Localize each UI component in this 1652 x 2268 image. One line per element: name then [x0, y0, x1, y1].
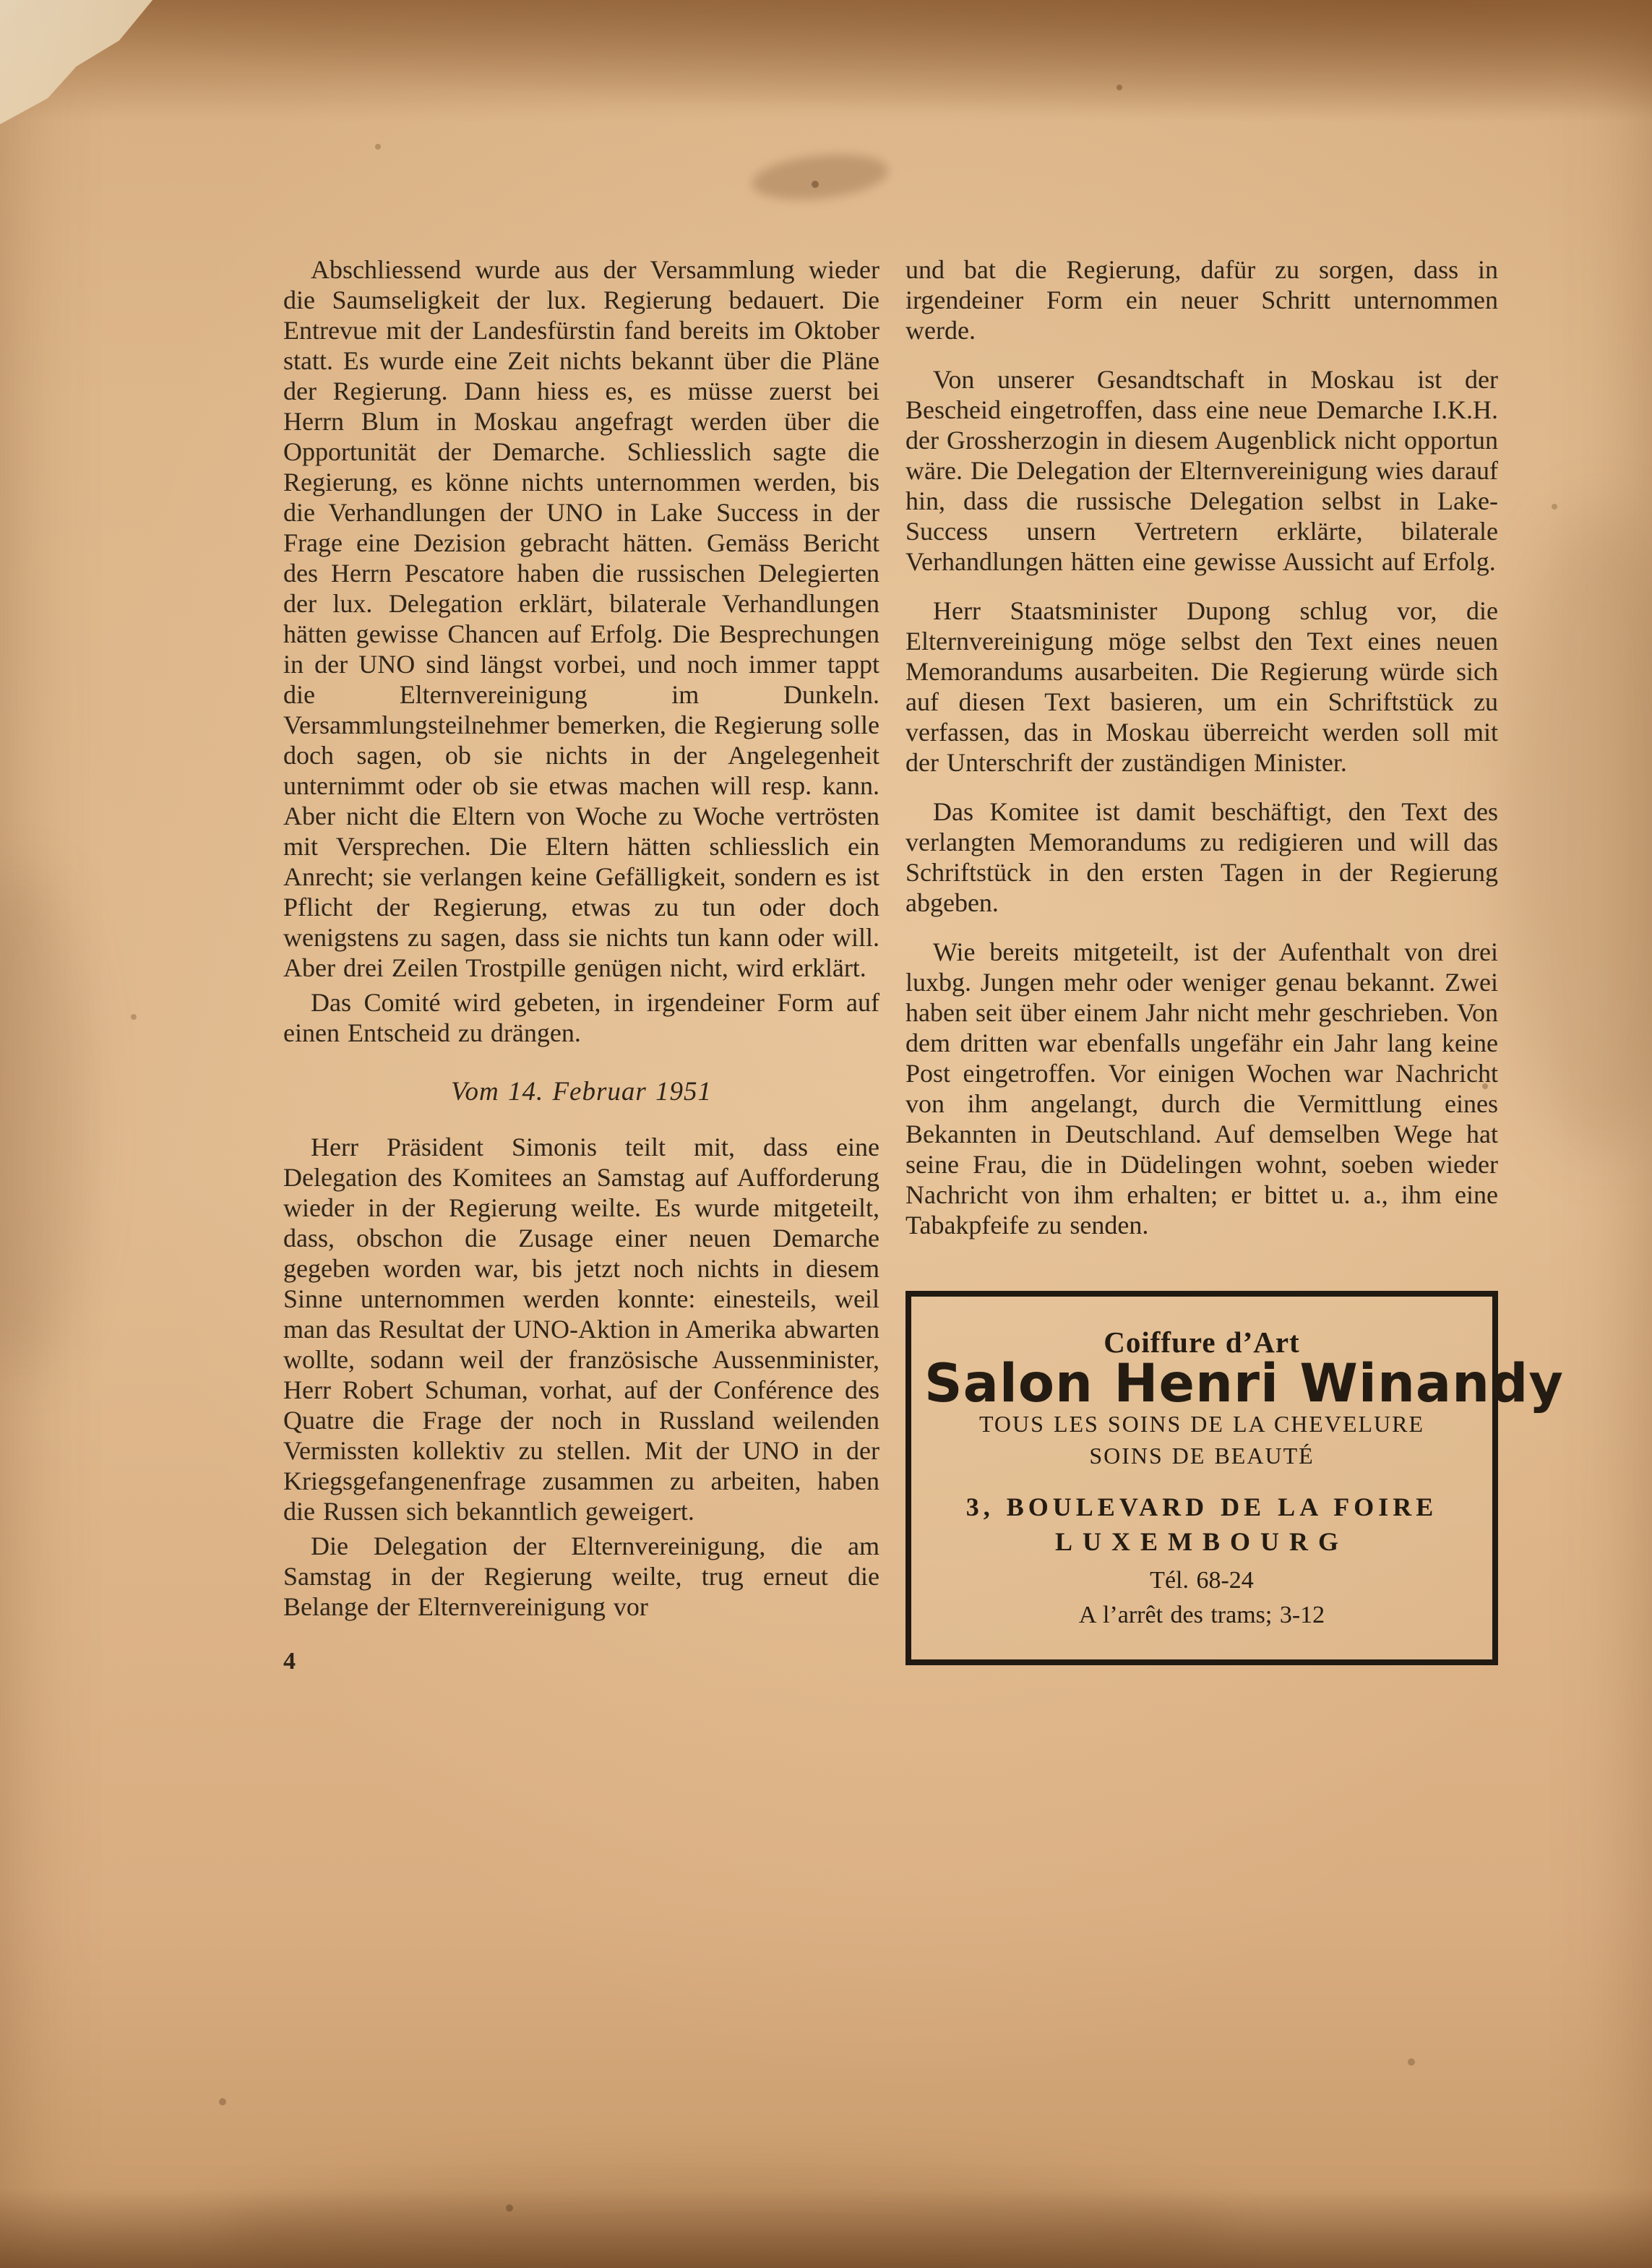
paragraph: und bat die Regierung, dafür zu sorgen, dass in irgendeiner Form ein neuer Schritt unternommen werde.: [905, 255, 1498, 345]
paragraph: Die Delegation der Elternvereinigung, die am Samstag in der Regierung weilte, trug erneut die Belange der Elternvereinigung vor: [283, 1532, 879, 1621]
paragraph: Das Komitee ist damit beschäftigt, den Text des verlangten Memorandums zu redigieren und will das Schriftstück in den ersten Tagen in der Regierung abgeben.: [905, 797, 1498, 917]
ad-tram-note: A l’arrêt des trams; 3-12: [1078, 1602, 1325, 1628]
date-heading: Vom 14. Februar 1951: [450, 1077, 713, 1107]
right-column: [905, 254, 1564, 1677]
left-column: [283, 254, 879, 1677]
advertisement-salon-winandy: [905, 1291, 1564, 1665]
ad-services-line-1: TOUS LES SOINS DE LA CHEVELURE: [978, 1411, 1425, 1437]
paragraph: Wie bereits mitgeteilt, ist der Aufenthalt von drei luxbg. Jungen mehr oder weniger genau bekannt. Zwei haben seit über einem Jahr nicht mehr geschrieben. Von dem dritten war ebenfalls ungefähr ein Jahr lang keine Post eingetroffen. Vor einigen Wochen war Nachricht von ihm angelangt, durch die Vermittlung eines Bekannten in Deutschland. Auf demselben Wege hat seine Frau, die in Düdelingen wohnt, soeben wieder Nachricht von ihm erhalten; er bittet u. a., ihm eine Tabakpfeife zu senden.: [905, 937, 1498, 1240]
ad-business-name: Salon Henri Winandy: [924, 1353, 1564, 1414]
ad-services-line-2: SOINS DE BEAUTÉ: [1089, 1443, 1315, 1469]
paragraph: Abschliessend wurde aus der Versammlung wieder die Saumseligkeit der lux. Regierung bedauert. Die Entrevue mit der Landesfürstin fand bereits im Oktober statt. Es wurde eine Zeit nichts bekannt über die Pläne der Regierung. Dann hiess es, es müsse zuerst bei Herrn Blum in Moskau angefragt werden über die Opportunität der Demarche. Schliesslich sagte die Regierung, es könne nichts unternommen werden, bis die Verhandlungen der UNO in Lake Success in der Frage eine Dezision gebracht hätten. Gemäss Bericht des Herrn Pescatore haben die russischen Delegierten der lux. Delegation erklärt, bilaterale Verhandlungen hätten gewisse Chancen auf Erfolg. Die Besprechungen in der UNO sind längst vorbei, und noch immer tappt die Elternvereinigung im Dunkeln. Versammlungsteilnehmer bemerken, die Regierung solle doch sagen, ob sie nichts in der Angelegenheit unternimmt oder ob sie etwas machen will resp. kann. Aber nicht die Eltern von Woche zu Woche vertrösten mit Versprechen. Die Eltern hätten schliesslich ein Anrecht; sie verlangen keine Gefälligkeit, sondern es ist Pflicht der Regierung, etwas zu tun oder doch wenigstens zu sagen, dass sie nichts tun kann oder will. Aber drei Zeilen Trostpille genügen nicht, wird erklärt.: [283, 255, 879, 982]
ad-address-city: LUXEMBOURG: [1054, 1527, 1348, 1556]
paper-stain: [1507, 506, 1652, 1156]
paragraph: Von unserer Gesandtschaft in Moskau ist der Bescheid eingetroffen, dass eine neue Demarche I.K.H. der Grossherzogin in diesem Augenblick nicht opportun wäre. Die Delegation der Elternvereinigung wies darauf hin, dass die russische Delegation selbst in Lake-Success unsern Vertretern erklärte, bilaterale Verhandlungen hätten eine gewisse Aussicht auf Erfolg.: [905, 365, 1498, 576]
paragraph: Herr Staatsminister Dupong schlug vor, die Elternvereinigung möge selbst den Text eines neuen Memorandums ausarbeiten. Die Regierung würde sich auf diesen Text basieren, um ein Schriftstück zu verfassen, das in Moskau überreicht werden soll mit der Unterschrift der zuständigen Minister.: [905, 596, 1498, 777]
ad-phone: Tél. 68-24: [1150, 1567, 1254, 1594]
paper-stain: [0, 867, 87, 1373]
paper-stain: [217, 2167, 1229, 2268]
ad-address-street: 3, BOULEVARD DE LA FOIRE: [965, 1492, 1438, 1521]
page-content: [283, 254, 1564, 1677]
paragraph: Herr Präsident Simonis teilt mit, dass eine Delegation des Komitees an Samstag auf Aufforderung wieder in der Regierung weilte. Es wurde mitgeteilt, dass, obschon die Zusage einer neuen Demarche gegeben worden war, bis jetzt noch nichts in diesem Sinne unternommen werden konnte: einesteils, weil man das Resultat der UNO-Aktion in Amerika abwarten wollte, sodann weil der französische Aussenminister, Herr Robert Schuman, vorhat, auf der Conférence des Quatre die Frage der noch in Russland weilenden Vermissten kollektiv zu stellen. Mit der UNO in der Kriegsgefangenenfrage zusammen zu arbeiten, haben die Russen sich bekanntlich geweigert.: [283, 1133, 879, 1526]
paragraph: Das Comité wird gebeten, in irgendeiner Form auf einen Entscheid zu drängen.: [283, 988, 879, 1047]
ad-kicker: Coiffure d’Art: [1104, 1326, 1300, 1359]
paper-stain: [749, 148, 890, 206]
page-number: 4: [283, 1648, 296, 1675]
paper-edge-stain: [0, 0, 1652, 123]
torn-corner: [0, 0, 238, 145]
